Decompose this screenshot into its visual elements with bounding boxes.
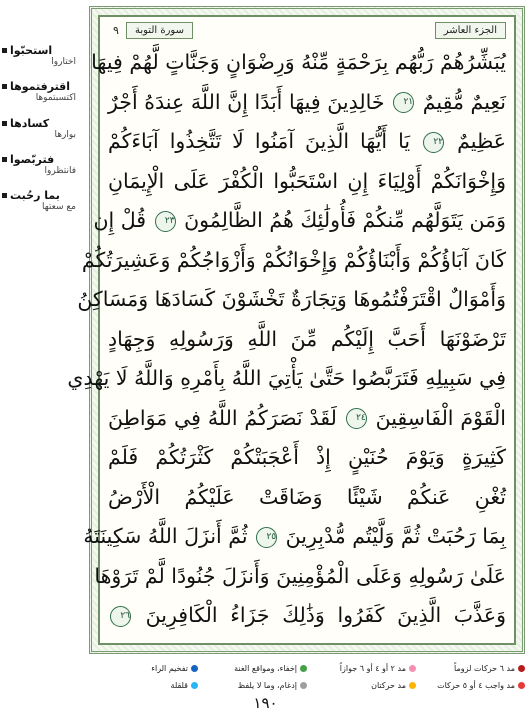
verse-text: كَثِيرَةٍ وَيَوْمَ حُنَيْنٍ إِذْ أَعْجَبَتْكُمْ كَثْرَتُكُمْ فَلَمْ [108, 445, 506, 469]
bullet-icon [2, 193, 7, 198]
surah-label: سورة التوبة [126, 22, 193, 39]
verse-text-area [67, 43, 508, 637]
verse-line [93, 201, 508, 241]
legend-label: إدغام، وما لا يلفظ [237, 681, 297, 690]
bullet-icon [2, 48, 7, 53]
ayah-number-marker: ٢٦ [110, 606, 131, 627]
note-word: بما رحُبت [2, 189, 84, 202]
verse-text: نَعِيمٌ مُّقِيمٌ [422, 89, 506, 114]
legend-item [198, 664, 307, 673]
verse-line [106, 399, 508, 439]
legend-color-dot-icon [300, 665, 307, 672]
legend-label: قلقلة [170, 681, 188, 690]
verse-text: لَقَدْ نَصَرَكُمُ اللَّهُ فِي مَوَاطِنَ [108, 405, 337, 430]
ayah-number-marker: ٢٢ [423, 132, 444, 153]
legend-item [416, 681, 525, 690]
bullet-icon [2, 84, 7, 89]
note-word: كسادها [2, 117, 84, 130]
legend-color-dot-icon [409, 682, 416, 689]
verse-text: يُبَشِّرُهُمْ رَبُّهُم بِرَحْمَةٍ مِّنْهُ وَرِضْوَانٍ وَجَنَّاتٍ لَّهُمْ فِيهَا [91, 50, 506, 74]
page-body [67, 15, 516, 645]
note-meaning: مع سعتها [42, 202, 76, 212]
verse-text: عَلَىٰ رَسُولِهِ وَعَلَى الْمُؤْمِنِينَ وَأَنزَلَ جُنُودًا لَّمْ تَرَوْهَا [94, 563, 506, 588]
margin-note [2, 117, 84, 141]
surah-number: ٩ [113, 23, 119, 37]
verse-text: تُغْنِ عَنكُمْ شَيْئًا وَضَاقَتْ عَلَيْكُمُ الْأَرْضُ [108, 484, 506, 509]
verse-text: وَعَذَّبَ الَّذِينَ كَفَرُوا وَذَٰلِكَ جَزَاءُ الْكَافِرِينَ [145, 603, 506, 627]
margin-notes [2, 44, 84, 225]
verse-line [83, 517, 508, 557]
margin-note [2, 80, 84, 104]
bullet-icon [2, 157, 7, 162]
verse-text: تَرْضَوْنَهَا أَحَبَّ إِلَيْكُم مِّنَ اللَّهِ وَرَسُولِهِ وَجِهَادٍ [108, 326, 506, 351]
legend-color-dot-icon [518, 682, 525, 689]
verse-line [91, 43, 508, 83]
page-frame [67, 6, 525, 654]
verse-line [106, 83, 508, 123]
page-header [108, 21, 506, 39]
legend-color-dot-icon [191, 665, 198, 672]
verse-line [77, 280, 508, 320]
legend-item [89, 681, 198, 690]
verse-line [81, 241, 508, 281]
ayah-number-marker: ٢٤ [346, 408, 367, 429]
legend-item [89, 664, 198, 673]
verse-text: كَانَ آبَاؤُكُمْ وَأَبْنَاؤُكُمْ وَإِخْوَانُكُمْ وَأَزْوَاجُكُمْ وَعَشِيرَتُكُمْ [81, 247, 506, 272]
legend-label: مد ٢ أو ٤ أو ٦ جوازاً [339, 664, 406, 673]
verse-text: الْقَوْمَ الْفَاسِقِينَ [375, 405, 506, 430]
juz-label: الجزء العاشر [435, 22, 506, 39]
bullet-icon [2, 121, 7, 126]
note-meaning: اكتسبتموها [35, 93, 76, 104]
verse-line [106, 162, 508, 202]
verse-text: فِي سَبِيلِهِ فَتَرَبَّصُوا حَتَّىٰ يَأْتِيَ اللَّهُ بِأَمْرِهِ وَاللَّهُ لَا يَهْدِي [67, 366, 506, 390]
tajweed-legend [89, 660, 525, 694]
page-number: ١٩٠ [253, 694, 278, 712]
legend-color-dot-icon [300, 682, 307, 689]
verse-text: بِمَا رَحُبَتْ ثُمَّ وَلَّيْتُم مُّدْبِرِينَ [285, 524, 506, 548]
legend-item [198, 681, 307, 690]
surah-header [108, 22, 193, 39]
note-word: اقترفتموها [2, 80, 84, 93]
note-word: استحبّوا [2, 44, 84, 57]
note-meaning: بوارها [54, 129, 76, 140]
verse-text: وَمَن يَتَوَلَّهُم مِّنكُمْ فَأُولَٰئِكَ هُمُ الظَّالِمُونَ [184, 208, 506, 232]
verse-text: وَأَمْوَالٌ اقْتَرَفْتُمُوهَا وَتِجَارَةٌ تَخْشَوْنَ كَسَادَهَا وَمَسَاكِنُ [77, 287, 506, 311]
verse-line [106, 438, 508, 478]
legend-item [307, 681, 416, 690]
verse-text: ثُمَّ أَنزَلَ اللَّهُ سَكِينَتَهُ [83, 524, 248, 548]
legend-label: إخفاء، ومواقع الغنة [234, 664, 297, 673]
legend-color-dot-icon [518, 665, 525, 672]
verse-text: خَالِدِينَ فِيهَا أَبَدًا إِنَّ اللَّهَ عِندَهُ أَجْرٌ [108, 89, 385, 114]
legend-item [307, 664, 416, 673]
verse-line [67, 359, 508, 399]
ayah-number-marker: ٢٥ [256, 527, 277, 548]
note-meaning: اختاروا [51, 57, 76, 67]
legend-label: مد حركتان [371, 681, 406, 690]
note-meaning: فانتظروا [44, 165, 76, 176]
verse-text: عَظِيمٌ [457, 129, 506, 153]
verse-line [106, 122, 508, 162]
legend-label: مد ٦ حركات لزوماً [454, 664, 515, 673]
ayah-number-marker: ٢٣ [155, 211, 176, 232]
margin-note [2, 44, 84, 68]
margin-note [2, 189, 84, 213]
verse-line [94, 557, 508, 597]
verse-text: وَإِخْوَانَكُمْ أَوْلِيَاءَ إِنِ اسْتَحَبُّوا الْكُفْرَ عَلَى الْإِيمَانِ [108, 168, 506, 193]
verse-line [106, 478, 508, 518]
ayah-number-marker: ٢١ [393, 92, 414, 113]
margin-note [2, 153, 84, 177]
legend-color-dot-icon [191, 682, 198, 689]
verse-text: يَا أَيُّهَا الَّذِينَ آمَنُوا لَا تَتَّخِذُوا آبَاءَكُمْ [108, 129, 411, 153]
legend-label: تفخيم الراء [151, 664, 188, 673]
legend-item [416, 664, 525, 673]
verse-text: قُلْ إِن [93, 208, 147, 232]
legend-label: مد واجب ٤ أو ٥ حركات [437, 681, 515, 690]
verse-line [106, 596, 508, 636]
note-word: فتربّصوا [2, 153, 84, 166]
verse-line [106, 320, 508, 360]
legend-color-dot-icon [409, 665, 416, 672]
